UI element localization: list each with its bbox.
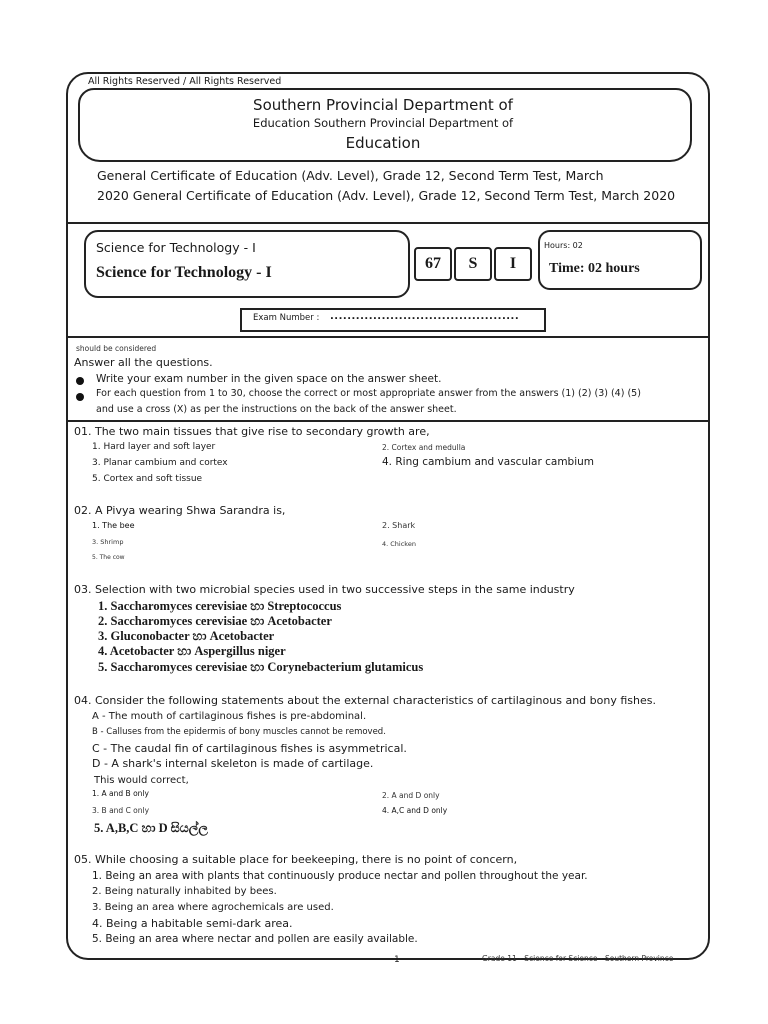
- dept-line-1: Southern Provincial Department of: [253, 96, 513, 114]
- instruction-item-2: For each question from 1 to 30, choose the correct or most appropriate answer from the answers (1) (2) (3) (4) (5): [96, 388, 641, 399]
- q4-statement-d: D - A shark's internal skeleton is made of cartilage.: [92, 757, 374, 770]
- q5-option-4: 4. Being a habitable semi-dark area.: [92, 917, 293, 930]
- q4-statement-a: A - The mouth of cartilaginous fishes is pre-abdominal.: [92, 711, 367, 722]
- q1-stem: 01. The two main tissues that give rise to secondary growth are,: [74, 425, 430, 438]
- q5-option-3: 3. Being an area where agrochemicals are used.: [92, 902, 334, 913]
- q4-option-1: 1. A and B only: [92, 789, 149, 798]
- time-box: [538, 230, 702, 290]
- q4-lead: This would correct,: [94, 775, 189, 786]
- code-box-2: S: [454, 247, 492, 281]
- hours-small: Hours: 02: [544, 241, 583, 250]
- q3-stem: 03. Selection with two microbial species used in two successive steps in the same industry: [74, 583, 575, 596]
- q4-option-2: 2. A and D only: [382, 791, 440, 800]
- q2-option-3: 3. Shrimp: [92, 538, 124, 546]
- q5-option-5: 5. Being an area where nectar and pollen are easily available.: [92, 933, 418, 945]
- q2-option-2: 2. Shark: [382, 521, 416, 530]
- dept-line-3: Education: [345, 134, 421, 152]
- q1-option-1: 1. Hard layer and soft layer: [92, 442, 216, 452]
- q1-option-4: 4. Ring cambium and vascular cambium: [382, 456, 595, 468]
- q1-option-3: 3. Planar cambium and cortex: [92, 458, 228, 468]
- q5-option-2: 2. Being naturally inhabited by bees.: [92, 886, 277, 897]
- q3-option-3: 3. Gluconobacter හා Acetobacter: [98, 629, 275, 643]
- instructions-note: should be considered: [76, 344, 157, 353]
- divider: [66, 420, 708, 422]
- page-number: 1: [394, 955, 400, 965]
- bullet-icon: [76, 377, 84, 385]
- instruction-item-1: Write your exam number in the given space on the answer sheet.: [96, 373, 442, 385]
- exam-title-line-2: 2020 General Certificate of Education (Adv. Level), Grade 12, Second Term Test, March 2020: [97, 188, 676, 203]
- footer-text: Grade 11 - Science for Science - Southern Province: [482, 954, 674, 963]
- q4-option-3: 3. B and C only: [92, 806, 150, 815]
- exam-title-line-1: General Certificate of Education (Adv. Level), Grade 12, Second Term Test, March: [97, 168, 604, 183]
- q4-option-5: 5. A,B,C හා D සියල්ල: [94, 821, 208, 835]
- q2-stem: 02. A Pivya wearing Shwa Sarandra is,: [74, 504, 286, 517]
- q5-stem: 05. While choosing a suitable place for beekeeping, there is no point of concern,: [74, 853, 518, 866]
- q3-option-1: 1. Saccharomyces cerevisiae හා Streptococcus: [98, 599, 342, 613]
- q2-option-1: 1. The bee: [92, 521, 135, 530]
- instruction-item-3: and use a cross (X) as per the instructions on the back of the answer sheet.: [96, 404, 457, 415]
- q4-option-4: 4. A,C and D only: [382, 806, 448, 815]
- q2-option-4: 4. Chicken: [382, 540, 416, 548]
- divider: [66, 336, 708, 338]
- rights-text: All Rights Reserved / All Rights Reserved: [88, 76, 282, 87]
- q2-option-5: 5. The cow: [92, 554, 125, 561]
- code-box-1: 67: [414, 247, 452, 281]
- q4-statement-c: C - The caudal fin of cartilaginous fishes is asymmetrical.: [92, 742, 407, 755]
- instructions-lead: Answer all the questions.: [74, 356, 213, 369]
- dept-line-2: Education Southern Provincial Department of: [252, 116, 514, 130]
- code-box-3: I: [494, 247, 532, 281]
- q5-option-1: 1. Being an area with plants that continuously produce nectar and pollen throughout the year.: [92, 870, 588, 882]
- subject-large: Science for Technology - I: [96, 264, 272, 281]
- q3-option-5: 5. Saccharomyces cerevisiae හා Corynebacterium glutamicus: [98, 660, 424, 674]
- q4-stem: 04. Consider the following statements about the external characteristics of cartilaginous and bony fishes.: [74, 694, 656, 707]
- bullet-icon: [76, 393, 84, 401]
- exam-number-label: Exam Number :: [253, 313, 320, 323]
- q4-statement-b: B - Calluses from the epidermis of bony muscles cannot be removed.: [92, 727, 386, 737]
- q3-option-2: 2. Saccharomyces cerevisiae හා Acetobacter: [98, 614, 332, 628]
- divider: [66, 222, 708, 224]
- exam-number-dots: ............................................: [330, 311, 520, 322]
- subject-small: Science for Technology - I: [96, 240, 256, 255]
- q3-option-4: 4. Acetobacter හා Aspergillus niger: [98, 644, 286, 658]
- time-large: Time: 02 hours: [549, 261, 640, 276]
- q1-option-2: 2. Cortex and medulla: [382, 443, 466, 452]
- q1-option-5: 5. Cortex and soft tissue: [92, 474, 203, 484]
